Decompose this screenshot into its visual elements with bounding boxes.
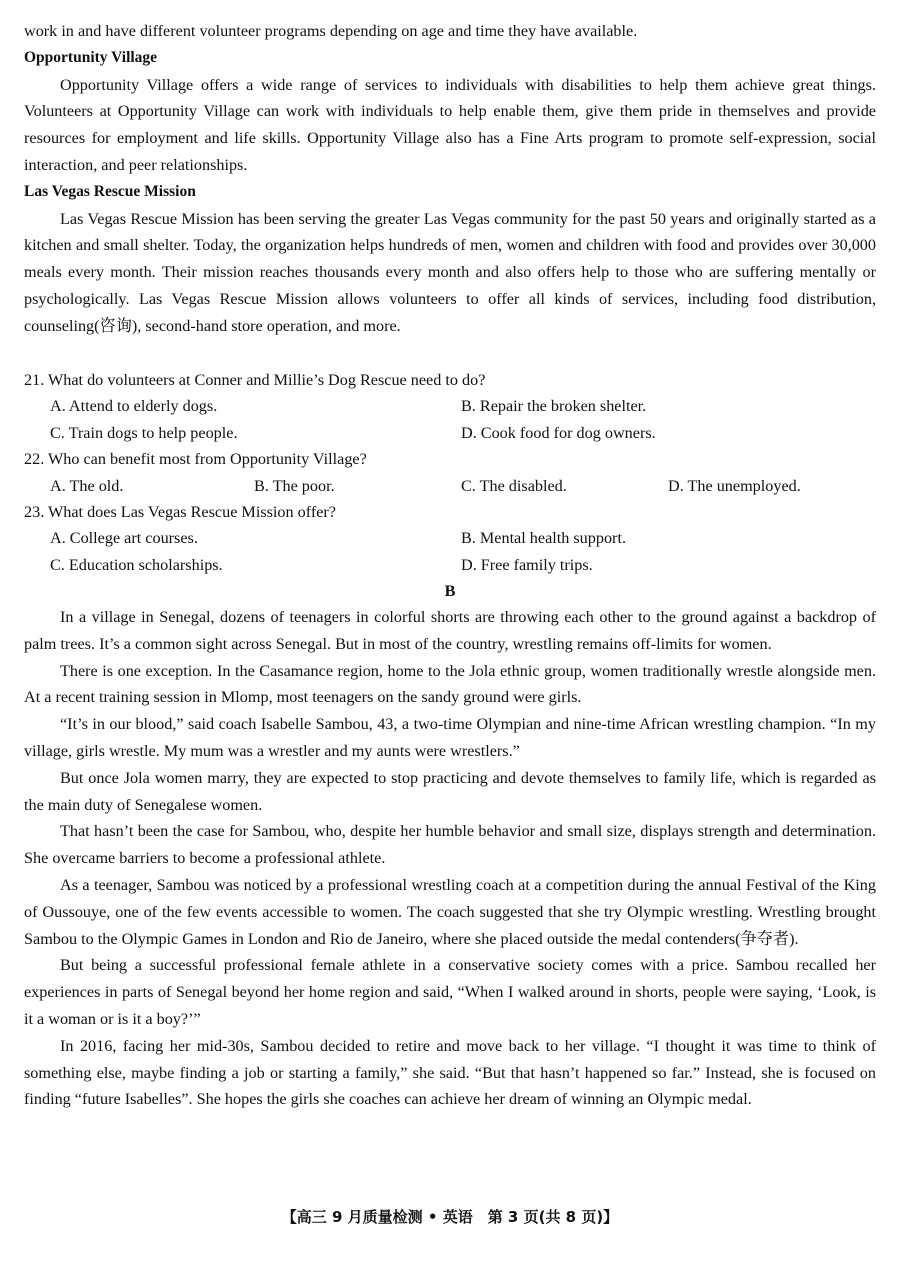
passage-b xyxy=(24,578,876,1113)
option-22-b: B. The poor. xyxy=(254,476,335,495)
option-22-c: C. The disabled. xyxy=(461,476,567,495)
option-23-d: D. Free family trips. xyxy=(461,555,593,574)
question-21-options-row1 xyxy=(24,393,876,419)
option-21-a: A. Attend to elderly dogs. xyxy=(50,397,218,416)
option-22-d: D. The unemployed. xyxy=(668,476,801,495)
top-line: work in and have different volunteer programs depending on age and time they have available. xyxy=(24,22,638,40)
question-21-stem: 21. What do volunteers at Conner and Millie’s Dog Rescue need to do? xyxy=(24,371,486,389)
section-heading-las-vegas-rescue-mission: Las Vegas Rescue Mission xyxy=(24,182,196,200)
question-23-options-row1 xyxy=(24,525,876,551)
question-21-options-row2 xyxy=(24,420,876,446)
option-22-a: A. The old. xyxy=(50,476,124,495)
passage-b-paragraph-7: But being a successful professional female athlete in a conservative society comes with a price. Sambou recalled her experiences in parts of Senegal beyond her home region and said, “When I walked around in shorts, people were saying, ‘Look, is it a woman or is it a boy?’” xyxy=(24,956,876,1028)
passage-b-paragraph-1: In a village in Senegal, dozens of teenagers in colorful shorts are throwing each other to the ground against a backdrop of palm trees. It’s a common sight across Senegal. But in most of the country, wrestling remains off-limits for women. xyxy=(24,608,876,653)
question-23-stem: 23. What does Las Vegas Rescue Mission offer? xyxy=(24,502,336,521)
passage-b-paragraph-5: That hasn’t been the case for Sambou, who, despite her humble behavior and small size, displays strength and determination. She overcame barriers to become a professional athlete. xyxy=(24,822,876,868)
passage-b-paragraph-2: There is one exception. In the Casamance region, home to the Jola ethnic group, women traditionally wrestle alongside men. At a recent training session in Mlomp, most teenagers on the sandy ground were girls. xyxy=(24,661,876,707)
question-22-stem: 22. Who can benefit most from Opportunity Village? xyxy=(24,450,367,469)
passage-b-paragraph-3: “It’s in our blood,” said coach Isabelle Sambou, 43, a two-time Olympian and nine-time African wrestling champion. “In my village, girls wrestle. My mum was a wrestler and my aunts were wrestlers.” xyxy=(24,715,876,760)
section-heading-opportunity-village: Opportunity Village xyxy=(24,48,158,66)
option-23-c: C. Education scholarships. xyxy=(50,555,223,574)
passage-b-paragraph-6: As a teenager, Sambou was noticed by a professional wrestling coach at a competition during the annual Festival of the King of Oussouye, one of the few events accessible to women. The coach suggested that she try Olympic wrestling. Wrestling brought Sambou to the Olympic Games in London and Rio de Janeiro, where she placed outside the medal contenders(争夺者). xyxy=(24,875,876,948)
option-21-c: C. Train dogs to help people. xyxy=(50,423,238,442)
passage-b-paragraph-4: But once Jola women marry, they are expected to stop practicing and devote themselves to family life, which is regarded as the main duty of Senegalese women. xyxy=(24,768,876,814)
passage-a-continuation xyxy=(24,18,876,340)
option-21-b: B. Repair the broken shelter. xyxy=(461,397,647,416)
option-21-d: D. Cook food for dog owners. xyxy=(461,423,656,442)
section-body-opportunity-village: Opportunity Village offers a wide range of services to individuals with disabilities to help them achieve great things. Volunteers at Opportunity Village can work with individuals to help enable them, give them pride in themselves and provide resources for employment and life skills. Opportunity Village also has a Fine Arts program to promote self-expression, social interaction, and peer relationships. xyxy=(24,75,876,174)
question-22-options-row xyxy=(24,473,876,499)
page-footer: 【高三 9 月质量检测 • 英语 第 3 页(共 8 页)】 xyxy=(281,1208,619,1226)
passage-b-paragraph-8: In 2016, facing her mid-30s, Sambou decided to retire and move back to her village. “I thought it was time to think of something else, maybe finding a job or starting a family,” she said. “But that hasn’t happened so far.” Instead, she is focused on finding “future Isabelles”. She hopes the girls she coaches can achieve her dream of winning an Olympic medal. xyxy=(24,1036,876,1109)
section-body-las-vegas-rescue-mission: Las Vegas Rescue Mission has been serving the greater Las Vegas community for the past 50 years and originally started as a kitchen and small shelter. Today, the organization helps hundreds of men, women and children with food and provides over 30,000 meals every month. Their mission reaches thousands every month and also offers help to those who are suffering mentally or psychologically. Las Vegas Rescue Mission allows volunteers to offer all kinds of services, including food distribution, counseling(咨询), second-hand store operation, and more. xyxy=(24,209,876,335)
option-23-a: A. College art courses. xyxy=(50,529,198,548)
questions-block xyxy=(24,367,876,578)
option-23-b: B. Mental health support. xyxy=(461,529,626,548)
section-b-label: B xyxy=(444,582,456,600)
question-23-options-row2 xyxy=(24,552,876,578)
